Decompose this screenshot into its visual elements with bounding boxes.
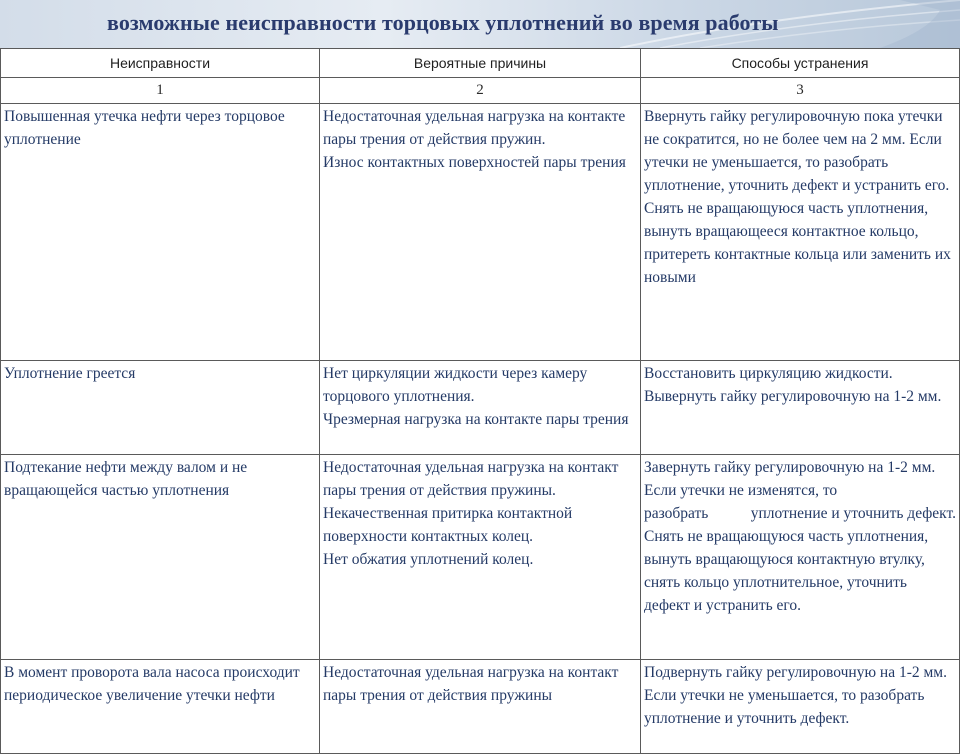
- causes-cell: [320, 455, 641, 660]
- header-faults: Неисправности: [1, 49, 320, 78]
- fault-text: Подтекание нефти между валом и не вращающейся частью уплотнения: [4, 459, 248, 499]
- remedy-text: Снять не вращающуюся часть уплотнения, вынуть вращающуюся контактную втулку, снять кольцо уплотнительное, уточнить дефект и устранить его.: [644, 528, 929, 614]
- fault-cell: [1, 361, 320, 455]
- fault-text: В момент проворота вала насоса происходит периодическое увеличение утечки нефти: [4, 664, 300, 704]
- table-row: [1, 104, 960, 361]
- remedies-cell: [641, 361, 960, 455]
- remedy-text: Снять не вращающуюся часть уплотнения, вынуть вращающееся контактное кольцо, притереть контактные кольца или заменить их новыми: [644, 200, 951, 286]
- fault-cell: [1, 455, 320, 660]
- table-row: [1, 361, 960, 455]
- remedy-text: Ввернуть гайку регулировочную пока утечки не сократится, но не более чем на 2 мм. Если утечки не уменьшается, то разобрать уплотнение, уточнить дефект и устранить его.: [644, 108, 950, 194]
- column-number-row: [1, 78, 960, 104]
- fault-cell: [1, 104, 320, 361]
- header-remedies: Способы устранения: [641, 49, 960, 78]
- column-number-2: 2: [320, 78, 641, 104]
- remedies-cell: [641, 104, 960, 361]
- remedy-text: разобрать: [644, 505, 709, 522]
- cause-text: Недостаточная удельная нагрузка на контакт пары трения от действия пружины.: [323, 459, 619, 499]
- cause-text: Нет обжатия уплотнений колец.: [323, 551, 534, 568]
- remedy-text: уплотнение и уточнить дефект.: [750, 505, 956, 522]
- causes-cell: [320, 104, 641, 361]
- remedy-text: Восстановить циркуляцию жидкости.: [644, 365, 893, 382]
- fault-text: Уплотнение греется: [4, 365, 136, 382]
- cause-text: Чрезмерная нагрузка на контакте пары трения: [323, 411, 629, 428]
- cause-text: Некачественная притирка контактной поверхности контактных колец.: [323, 505, 573, 545]
- title-bar: [0, 0, 960, 48]
- remedies-cell: [641, 660, 960, 754]
- remedy-spread-line: [644, 502, 956, 525]
- fault-text: Повышенная утечка нефти через торцовое уплотнение: [4, 108, 285, 148]
- cause-text: Износ контактных поверхностей пары трения: [323, 154, 626, 171]
- faults-table: [0, 48, 960, 754]
- remedy-text: Вывернуть гайку регулировочную на 1-2 мм.: [644, 388, 942, 405]
- causes-cell: [320, 660, 641, 754]
- cause-text: Нет циркуляции жидкости через камеру торцового уплотнения.: [323, 365, 588, 405]
- page-title: возможные неисправности торцовых уплотнений во время работы: [107, 10, 779, 35]
- cause-text: Недостаточная удельная нагрузка на контакт пары трения от действия пружины: [323, 664, 619, 704]
- table-row: [1, 660, 960, 754]
- remedy-text: Подвернуть гайку регулировочную на 1-2 мм. Если утечки не уменьшается, то разобрать уплотнение и уточнить дефект.: [644, 664, 947, 727]
- cause-text: Недостаточная удельная нагрузка на контакте пары трения от действия пружин.: [323, 108, 626, 148]
- remedies-cell: [641, 455, 960, 660]
- causes-cell: [320, 361, 641, 455]
- column-number-3: 3: [641, 78, 960, 104]
- table-header-row: [1, 49, 960, 78]
- column-number-1: 1: [1, 78, 320, 104]
- fault-cell: [1, 660, 320, 754]
- remedy-text: Завернуть гайку регулировочную на 1-2 мм. Если утечки не изменятся, то: [644, 459, 936, 499]
- header-causes: Вероятные причины: [320, 49, 641, 78]
- table-row: [1, 455, 960, 660]
